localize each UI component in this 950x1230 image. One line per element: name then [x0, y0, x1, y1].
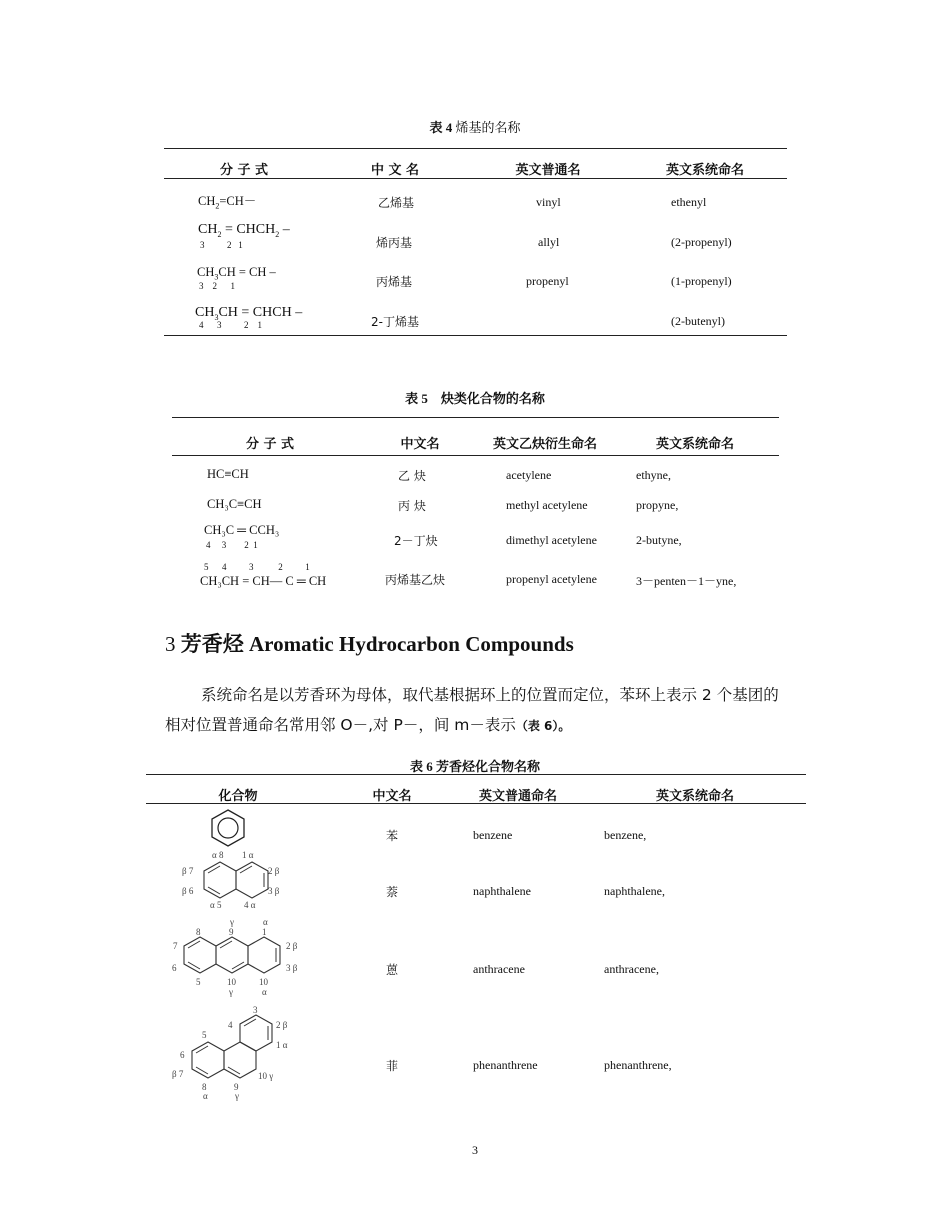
anth-label-9: 9: [229, 927, 234, 937]
table4-bottom-rule: [164, 335, 787, 336]
table6-header-chinese: 中文名: [372, 789, 412, 804]
section-title-en: Aromatic Hydrocarbon Compounds: [249, 632, 574, 656]
naph-label-2: 2 β: [268, 866, 280, 876]
table6-row1-common: benzene: [473, 828, 513, 842]
table5-caption-text: 炔类化合物的名称: [440, 392, 545, 407]
table6-header-common: 英文普通命名: [478, 789, 557, 804]
anth-label-10b: 10: [259, 977, 268, 987]
table4-row3-chinese: 丙烯基: [376, 275, 413, 289]
anth-label-1: 1: [262, 927, 267, 937]
table5-header-rule: [172, 455, 779, 456]
table4-caption-label: 表 4: [429, 120, 453, 135]
section-title-cn: 芳香烃: [180, 632, 244, 656]
section-paragraph: [165, 680, 790, 741]
table6-header-systematic: 英文系统命名: [655, 789, 734, 804]
phen-label-3: 3: [253, 1005, 258, 1015]
table6-row2-systematic: naphthalene,: [604, 884, 665, 898]
table5-header-formula: 分 子 式: [245, 437, 295, 452]
table5-row3-chinese: 2－丁炔: [394, 534, 438, 548]
table4-row2-chinese: 烯丙基: [376, 236, 413, 250]
table6-row1-chinese: 苯: [386, 829, 399, 843]
table5-row3-formula: CH₃C ═ CCH₃: [204, 523, 280, 537]
table4-header-systematic: 英文系统命名: [665, 163, 744, 178]
table4-row3-numbering: 3 2 1: [199, 281, 235, 291]
table5-caption-label: 表 5: [405, 391, 428, 406]
table5-top-rule: [172, 417, 779, 418]
table6-row2-common: naphthalene: [473, 884, 531, 898]
table4-row2-formula: $CH_2$ = $CHCH_2$ –: [198, 222, 290, 239]
naph-label-6: β 6: [182, 886, 194, 896]
table5-row2-formula: CH₃C≡CH: [207, 497, 262, 511]
phen-label-9: 9: [234, 1082, 239, 1092]
table5-row3-systematic: 2-butyne,: [636, 533, 682, 547]
table6-row4-chinese: 菲: [386, 1059, 399, 1073]
table4-row4-formula: $CH_3CH$ = CHCH –: [195, 305, 303, 322]
table6-header-compound: 化合物: [218, 789, 258, 804]
table6-row3-chinese: 蒽: [386, 963, 399, 977]
section-number: 3: [165, 632, 176, 656]
table5-row1-derived: acetylene: [506, 468, 552, 482]
anth-label-alpha-top: α: [263, 917, 268, 927]
phen-label-gamma: γ: [235, 1091, 239, 1101]
table4-row4-systematic: (2-butenyl): [671, 314, 725, 328]
table5-row4-derived: propenyl acetylene: [506, 572, 597, 586]
table4-row1-systematic: ethenyl: [671, 195, 707, 209]
table5-header-chinese: 中文名: [400, 437, 440, 452]
anth-label-3: 3 β: [286, 963, 298, 973]
table5-row4-formula: CH₃CH = CH— C ═ CH: [200, 574, 327, 588]
table5-row4-chinese: 丙烯基乙炔: [385, 573, 446, 587]
phen-label-10: 10 γ: [258, 1071, 274, 1081]
table6-row2-chinese: 萘: [386, 885, 399, 899]
phen-label-5: 5: [202, 1030, 207, 1040]
table5-row2-systematic: propyne,: [636, 498, 679, 512]
table4-row2-numbering: 3 2 1: [200, 240, 243, 250]
table5-row2-derived: methyl acetylene: [506, 498, 588, 512]
anth-label-10: 10: [227, 977, 236, 987]
naph-label-7: β 7: [182, 866, 194, 876]
phenanthrene-structure: [168, 1003, 308, 1103]
phen-label-7: β 7: [172, 1069, 184, 1079]
naph-label-8: α 8: [212, 850, 224, 860]
anth-label-2: 2 β: [286, 941, 298, 951]
table6-header-rule: [146, 803, 806, 804]
phen-label-2: 2 β: [276, 1020, 288, 1030]
table5-row2-chinese: 丙 炔: [398, 499, 426, 513]
anth-label-8: 8: [196, 927, 201, 937]
table5-row4-systematic: 3－penten－1－yne,: [636, 574, 737, 588]
table4-row1-formula: $CH_2=CH-$: [198, 194, 257, 211]
phen-label-8: 8: [202, 1082, 207, 1092]
table5-row1-formula: HC≡CH: [207, 467, 249, 481]
table6-caption-label: 表 6: [409, 759, 433, 774]
page-number: 3: [472, 1143, 478, 1157]
anth-label-6: 6: [172, 963, 177, 973]
table5-row1-chinese: 乙 炔: [398, 469, 426, 483]
naph-label-3: 3 β: [268, 886, 280, 896]
table4-row2-systematic: (2-propenyl): [671, 235, 732, 249]
table5-caption: [0, 388, 950, 407]
table4-row3-formula: $CH_3CH$ = CH –: [197, 265, 276, 282]
phen-label-alpha: α: [203, 1091, 208, 1101]
table4-row1-chinese: 乙烯基: [378, 196, 415, 210]
table6-row3-systematic: anthracene,: [604, 962, 659, 976]
section-paragraph-ref: （表 6）。: [515, 719, 571, 733]
table5-row3-numbering: 4 3 2 1: [206, 540, 258, 550]
table6-top-rule: [146, 774, 806, 775]
anthracene-structure: [168, 915, 308, 1000]
table4-header-common: 英文普通名: [515, 163, 581, 178]
table4-top-rule: [164, 148, 787, 149]
naph-label-5: α 5: [210, 900, 222, 910]
anth-label-5: 5: [196, 977, 201, 987]
anth-label-7: 7: [173, 941, 178, 951]
table4-row2-common: allyl: [538, 235, 560, 249]
table4-header-chinese: 中 文 名: [370, 163, 420, 178]
anth-label-gamma-top: γ: [230, 917, 234, 927]
naph-label-1: 1 α: [242, 850, 254, 860]
table4-row3-common: propenyl: [526, 274, 569, 288]
benzene-structure: [208, 808, 248, 848]
phen-label-6: 6: [180, 1050, 185, 1060]
table4-caption: [0, 117, 950, 136]
section-heading: [165, 628, 574, 658]
table5-header-derived: 英文乙炔衍生命名: [492, 437, 597, 452]
table4-row4-chinese: 2-丁烯基: [371, 315, 419, 329]
table4-row4-numbering: 4 3 2 1: [199, 320, 262, 330]
anth-label-alpha-bottom: α: [262, 987, 267, 997]
table6-row4-common: phenanthrene: [473, 1058, 538, 1072]
table5-row4-numbering: 5 4 3 2 1: [204, 562, 310, 572]
table6-caption-text: 芳香烃化合物名称: [436, 760, 541, 775]
anth-label-gamma-bottom: γ: [229, 987, 233, 997]
table6-row4-systematic: phenanthrene,: [604, 1058, 672, 1072]
table4-row3-systematic: (1-propenyl): [671, 274, 732, 288]
table6-row1-systematic: benzene,: [604, 828, 647, 842]
table6-row3-common: anthracene: [473, 962, 525, 976]
table5-header-systematic: 英文系统命名: [655, 437, 734, 452]
table6-caption: [0, 756, 950, 775]
table4-header-rule: [164, 178, 787, 179]
naphthalene-structure: [180, 850, 290, 912]
table4-header-formula: 分 子 式: [219, 163, 269, 178]
table4-caption-text: 烯基的名称: [455, 121, 521, 136]
table5-row3-derived: dimethyl acetylene: [506, 533, 597, 547]
phen-label-1: 1 α: [276, 1040, 288, 1050]
table4-row1-common: vinyl: [536, 195, 561, 209]
phen-label-4: 4: [228, 1020, 233, 1030]
naph-label-4: 4 α: [244, 900, 256, 910]
section-paragraph-text: 系统命名是以芳香环为母体，取代基根据环上的位置而定位，苯环上表示 2 个基团的相对位置普通命名常用邻 O－,对 P－，间 m－表示: [165, 686, 779, 734]
table5-row1-systematic: ethyne,: [636, 468, 671, 482]
